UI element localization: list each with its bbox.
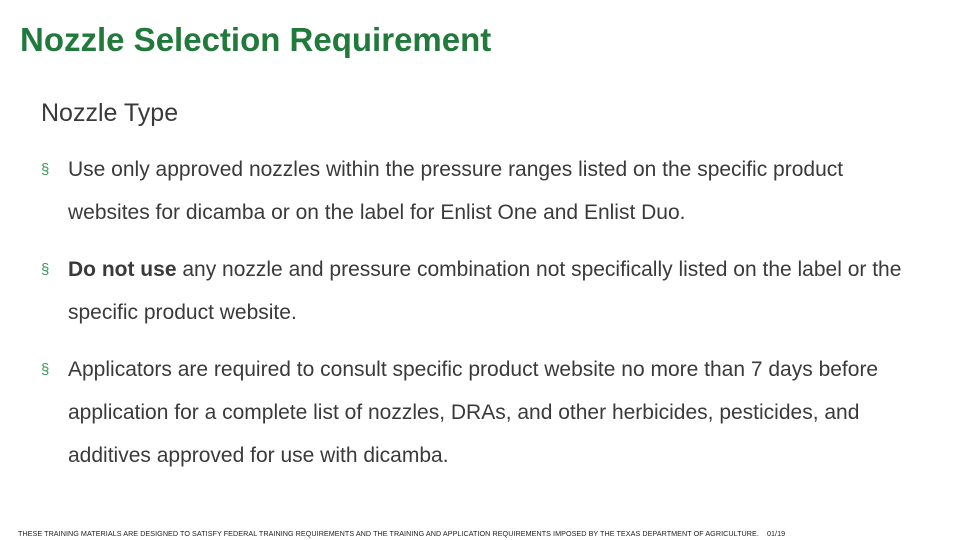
bullet-marker-icon: § bbox=[41, 161, 50, 178]
footer-text: THESE TRAINING MATERIALS ARE DESIGNED TO SATISFY FEDERAL TRAINING REQUIREMENTS AND THE TRAINING AND APPLICATION REQUIREMENTS IMPOSED BY THE TEXAS DEPARTMENT OF AGRICULTURE. bbox=[18, 529, 759, 538]
bullet-emphasis: Do not use bbox=[68, 258, 177, 281]
bullet-text: any nozzle and pressure combination not specifically listed on the label or the specific product website. bbox=[68, 258, 902, 324]
bullet-text: Applicators are required to consult specific product website no more than 7 days before application for a complete list of nozzles, DRAs, and other herbicides, pesticides, and additives approved for use with dicamba. bbox=[68, 358, 879, 467]
bullet-list bbox=[41, 148, 921, 477]
bullet-text: Use only approved nozzles within the pressure ranges listed on the specific product websites for dicamba or on the label for Enlist One and Enlist Duo. bbox=[68, 158, 844, 224]
bullet-item bbox=[41, 148, 921, 234]
slide-title: Nozzle Selection Requirement bbox=[20, 21, 492, 58]
footer-disclaimer bbox=[18, 529, 785, 539]
bullet-item bbox=[41, 348, 921, 477]
bullet-marker-icon: § bbox=[41, 361, 50, 378]
page-number: 01/19 bbox=[766, 529, 786, 538]
section-heading: Nozzle Type bbox=[41, 99, 179, 127]
bullet-marker-icon: § bbox=[41, 261, 50, 278]
bullet-item bbox=[41, 248, 921, 334]
